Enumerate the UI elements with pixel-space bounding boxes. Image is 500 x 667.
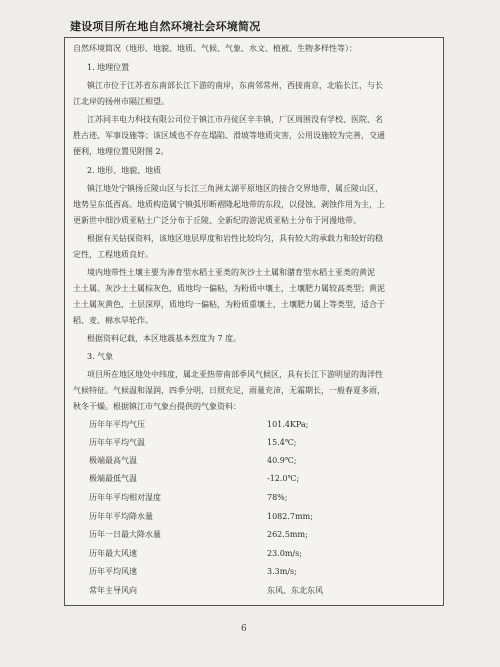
page-title: 建设项目所在地自然环境社会环境简况 [70,20,261,33]
paragraph-line: 胜古迹、军事设施等；该区域也不存在塌陷、滑坡等地质灾害，公用设施较为完善，交通 [73,131,385,140]
climate-row [89,493,287,503]
climate-value: 1082.7mm; [267,512,313,521]
paragraph-line: 气候特征。气候温和湿润，四季分明，日照充足，雨量充沛，无霜期长，一般春夏多雨， [73,386,385,395]
climate-row [89,438,296,448]
climate-label: 常年主导风向 [89,586,137,595]
section-heading-location: 1. 地理位置 [87,63,130,72]
paragraph-line: 根据有关钻探资料，该地区地层厚度和岩性比较均匀，具有较大的承载力和较好的稳 [87,234,383,243]
climate-label: 极端最低气温 [89,474,137,483]
climate-label: 历年年平均气压 [89,420,145,429]
page-number: 6 [241,624,247,634]
climate-label: 历年年平均气温 [89,438,145,447]
climate-row [89,567,297,577]
paragraph-line: 项目所在地区地处中纬度，属北亚热带南部季风气候区，具有长江下游明显的海洋性 [87,370,383,379]
climate-row [89,456,296,466]
climate-row [89,512,313,522]
paragraph-line: 江苏同丰电力科技有限公司位于镇江市丹徒区辛丰镇，厂区周围没有学校、医院、名 [87,115,383,124]
climate-value: 101.4KPa; [267,420,309,429]
climate-label: 历年最大风速 [89,549,137,558]
climate-value: 40.9℃; [267,456,297,465]
climate-label: 历年年平均降水量 [89,512,153,521]
paragraph-line: 地势呈东低西高。地质构造属宁镇弧形断褶隆起地带的东段，以侵蚀、剥蚀作用为主，上 [73,200,385,209]
climate-row [89,530,308,540]
section-heading-terrain: 2. 地形、地貌、地质 [87,166,162,175]
climate-label: 历年一日最大降水量 [89,530,161,539]
climate-value: 15.4℃; [267,438,297,447]
climate-value: 262.5mm; [267,530,308,539]
paragraph-line: 秋冬干燥。根据镇江市气象台提供的气象资料： [73,402,241,411]
paragraph-line: 江北岸的扬州市隔江相望。 [73,97,169,106]
paragraph-line: 镇江地处宁镇扬丘陵山区与长江三角洲太湖平原地区的接合交界地带，属丘陵山区， [87,184,383,193]
climate-value: -12.0℃; [267,474,300,483]
paragraph-line: 境内地带性土壤主要为渗育型水稻土亚类的灰沙土土属和潴育型水稻土亚类的黄泥 [87,268,375,277]
paragraph-line: 便利，地理位置见附图 2。 [73,147,169,156]
climate-label: 极端最高气温 [89,456,137,465]
paragraph-line: 更新世中细沙质亚粘土广泛分布于丘陵、全新纪的游泥质亚粘土分布于河漫地带。 [73,216,361,225]
climate-value: 78%; [267,493,288,502]
climate-value: 3.3m/s; [267,567,297,576]
climate-row [89,549,302,559]
paragraph-line: 土土属灰黄色，土层深厚，质地均一偏粘，为粉质重壤土，土壤肥力属上等类型，适合于 [73,300,385,309]
climate-row [89,420,308,430]
climate-label: 历年平均风速 [89,567,137,576]
climate-label: 历年年平均相对湿度 [89,493,161,502]
section-heading-climate: 3. 气象 [87,352,114,361]
paragraph-line: 土土属。灰沙土土属棕灰色，质地均一偏粘，为粉质中壤土，土壤肥力属较高类型；黄泥 [73,284,385,293]
climate-row [89,586,323,596]
paragraph-line: 根据资料记载，本区地震基本烈度为 7 度。 [87,334,242,343]
paragraph-line: 镇江市位于江苏省东南部长江下游的南岸，东南邻常州，西接南京，北临长江，与长 [87,81,383,90]
paragraph-line: 定性，工程地质良好。 [73,250,153,259]
paragraph-line: 稻、麦、棉水旱轮作。 [73,316,153,325]
climate-row [89,474,299,484]
content-frame [64,37,444,606]
climate-value: 东风、东北东风 [267,586,323,595]
intro-text: 自然环境简况（地形、地貌、地质、气候、气象、水文、植被、生物多样性等）： [73,44,357,53]
climate-value: 23.0m/s; [267,549,302,558]
